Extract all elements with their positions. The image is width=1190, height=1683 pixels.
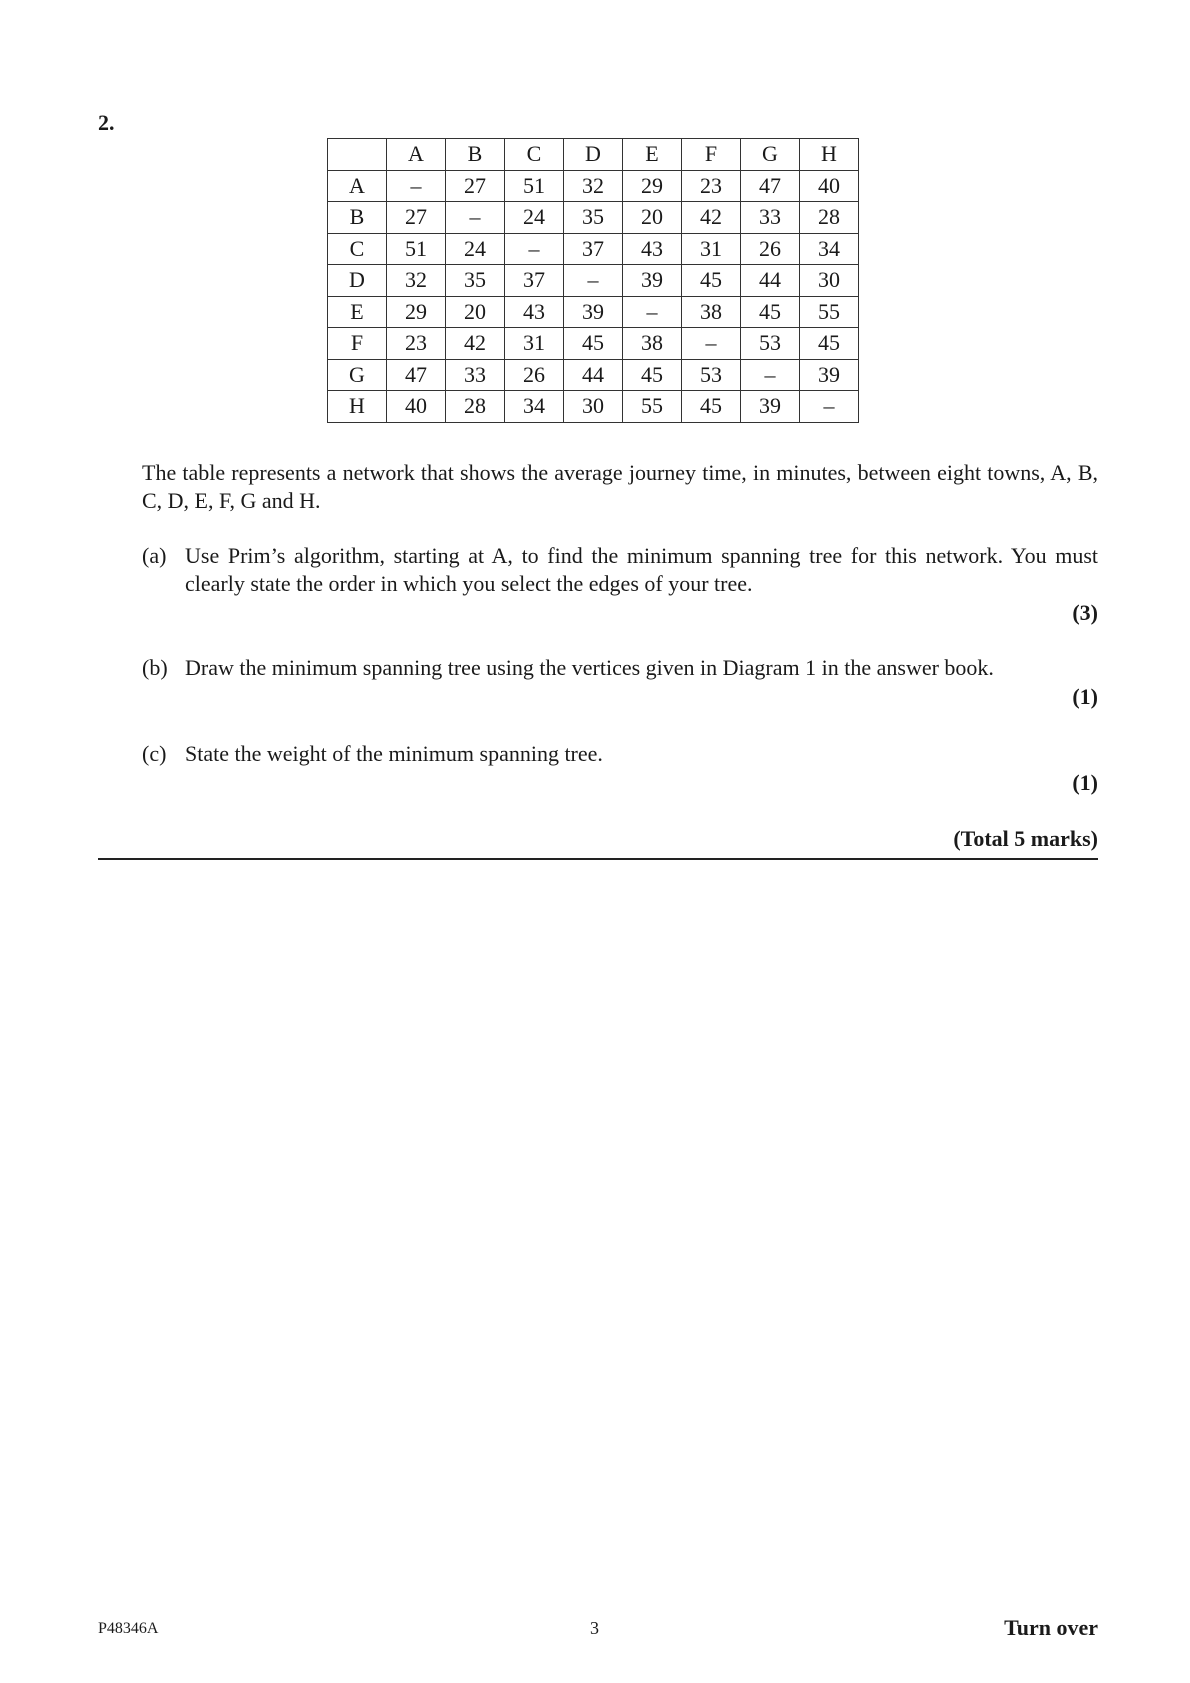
table-cell: 45 bbox=[564, 328, 623, 360]
row-header: D bbox=[328, 265, 387, 297]
table-cell: 28 bbox=[800, 202, 859, 234]
table-row bbox=[328, 170, 859, 202]
table-row bbox=[328, 328, 859, 360]
row-header: E bbox=[328, 296, 387, 328]
part-c-text: State the weight of the minimum spanning tree. bbox=[185, 741, 603, 766]
table-cell: 27 bbox=[446, 170, 505, 202]
table-cell: 55 bbox=[800, 296, 859, 328]
table-cell: – bbox=[623, 296, 682, 328]
table-cell: – bbox=[564, 265, 623, 297]
column-header: D bbox=[564, 139, 623, 171]
part-a-marks: (3) bbox=[1072, 600, 1098, 625]
table-row bbox=[328, 202, 859, 234]
table-cell: 45 bbox=[741, 296, 800, 328]
table-cell: 43 bbox=[623, 233, 682, 265]
column-header: B bbox=[446, 139, 505, 171]
page-number: 3 bbox=[590, 1618, 599, 1638]
row-header: H bbox=[328, 391, 387, 423]
table-cell: 47 bbox=[387, 359, 446, 391]
table-cell: 44 bbox=[741, 265, 800, 297]
table-cell: 24 bbox=[446, 233, 505, 265]
table-cell: 27 bbox=[387, 202, 446, 234]
paper-code: P48346A bbox=[98, 1620, 159, 1637]
table-cell: 32 bbox=[564, 170, 623, 202]
table-cell: 20 bbox=[446, 296, 505, 328]
distance-table bbox=[327, 138, 859, 423]
column-header: A bbox=[387, 139, 446, 171]
table-cell: 42 bbox=[446, 328, 505, 360]
table-cell: 28 bbox=[446, 391, 505, 423]
table-cell: 43 bbox=[505, 296, 564, 328]
table-header-row bbox=[328, 139, 859, 171]
column-header: E bbox=[623, 139, 682, 171]
table-cell: 26 bbox=[741, 233, 800, 265]
table-cell: 45 bbox=[800, 328, 859, 360]
part-b-label: (b) bbox=[142, 655, 168, 680]
question-number: 2. bbox=[98, 110, 115, 135]
table-cell: 32 bbox=[387, 265, 446, 297]
table-cell: 53 bbox=[682, 359, 741, 391]
table-cell: 20 bbox=[623, 202, 682, 234]
part-a-text: Use Prim’s algorithm, starting at A, to find the minimum spanning tree for this network. You must clearly state the order in which you select the edges of your tree. bbox=[185, 543, 1098, 596]
table-cell: 42 bbox=[682, 202, 741, 234]
table-cell: – bbox=[387, 170, 446, 202]
part-a-label: (a) bbox=[142, 543, 167, 568]
row-header: F bbox=[328, 328, 387, 360]
table-cell: 39 bbox=[623, 265, 682, 297]
table-row bbox=[328, 296, 859, 328]
table-cell: 23 bbox=[387, 328, 446, 360]
table-cell: 37 bbox=[564, 233, 623, 265]
table-cell: 30 bbox=[800, 265, 859, 297]
table-cell: 26 bbox=[505, 359, 564, 391]
table-cell: 40 bbox=[800, 170, 859, 202]
table-cell: 31 bbox=[505, 328, 564, 360]
table-cell: 44 bbox=[564, 359, 623, 391]
table-cell: 45 bbox=[682, 265, 741, 297]
table-cell: 23 bbox=[682, 170, 741, 202]
table-cell: 34 bbox=[800, 233, 859, 265]
table-cell: 33 bbox=[446, 359, 505, 391]
table-cell: 30 bbox=[564, 391, 623, 423]
part-b-marks: (1) bbox=[1072, 684, 1098, 709]
total-marks: (Total 5 marks) bbox=[953, 826, 1098, 851]
table-cell: 31 bbox=[682, 233, 741, 265]
part-c-label: (c) bbox=[142, 741, 167, 766]
table-cell: 35 bbox=[446, 265, 505, 297]
part-a bbox=[142, 542, 1098, 598]
table-row bbox=[328, 359, 859, 391]
column-header: G bbox=[741, 139, 800, 171]
section-divider bbox=[98, 858, 1098, 860]
table-cell: 33 bbox=[741, 202, 800, 234]
column-header: F bbox=[682, 139, 741, 171]
table-cell: 29 bbox=[623, 170, 682, 202]
row-header: B bbox=[328, 202, 387, 234]
row-header: G bbox=[328, 359, 387, 391]
table-cell: 39 bbox=[800, 359, 859, 391]
table-cell: 45 bbox=[682, 391, 741, 423]
table-cell: 38 bbox=[682, 296, 741, 328]
table-cell: 51 bbox=[387, 233, 446, 265]
turn-over-label: Turn over bbox=[1004, 1615, 1098, 1640]
row-header: C bbox=[328, 233, 387, 265]
part-b bbox=[142, 654, 1098, 682]
table-cell: 38 bbox=[623, 328, 682, 360]
table-corner-cell bbox=[328, 139, 387, 171]
table-cell: 40 bbox=[387, 391, 446, 423]
table-cell: 34 bbox=[505, 391, 564, 423]
table-cell: 24 bbox=[505, 202, 564, 234]
table-cell: 53 bbox=[741, 328, 800, 360]
table-cell: 55 bbox=[623, 391, 682, 423]
table-cell: 37 bbox=[505, 265, 564, 297]
part-b-text: Draw the minimum spanning tree using the vertices given in Diagram 1 in the answer book. bbox=[185, 655, 994, 680]
column-header: C bbox=[505, 139, 564, 171]
table-cell: 39 bbox=[741, 391, 800, 423]
table-row bbox=[328, 265, 859, 297]
table-cell: 39 bbox=[564, 296, 623, 328]
table-row bbox=[328, 391, 859, 423]
table-cell: 35 bbox=[564, 202, 623, 234]
table-cell: 51 bbox=[505, 170, 564, 202]
table-cell: – bbox=[505, 233, 564, 265]
table-cell: 45 bbox=[623, 359, 682, 391]
table-cell: 29 bbox=[387, 296, 446, 328]
part-c bbox=[142, 740, 1098, 768]
intro-text: The table represents a network that shows the average journey time, in minutes, between eight towns, A, B, C, D, E, F, G and H. bbox=[142, 460, 1098, 513]
table-cell: 47 bbox=[741, 170, 800, 202]
column-header: H bbox=[800, 139, 859, 171]
table-cell: – bbox=[741, 359, 800, 391]
part-c-marks: (1) bbox=[1072, 770, 1098, 795]
row-header: A bbox=[328, 170, 387, 202]
table-cell: – bbox=[682, 328, 741, 360]
table-cell: – bbox=[446, 202, 505, 234]
table-cell: – bbox=[800, 391, 859, 423]
table-row bbox=[328, 233, 859, 265]
